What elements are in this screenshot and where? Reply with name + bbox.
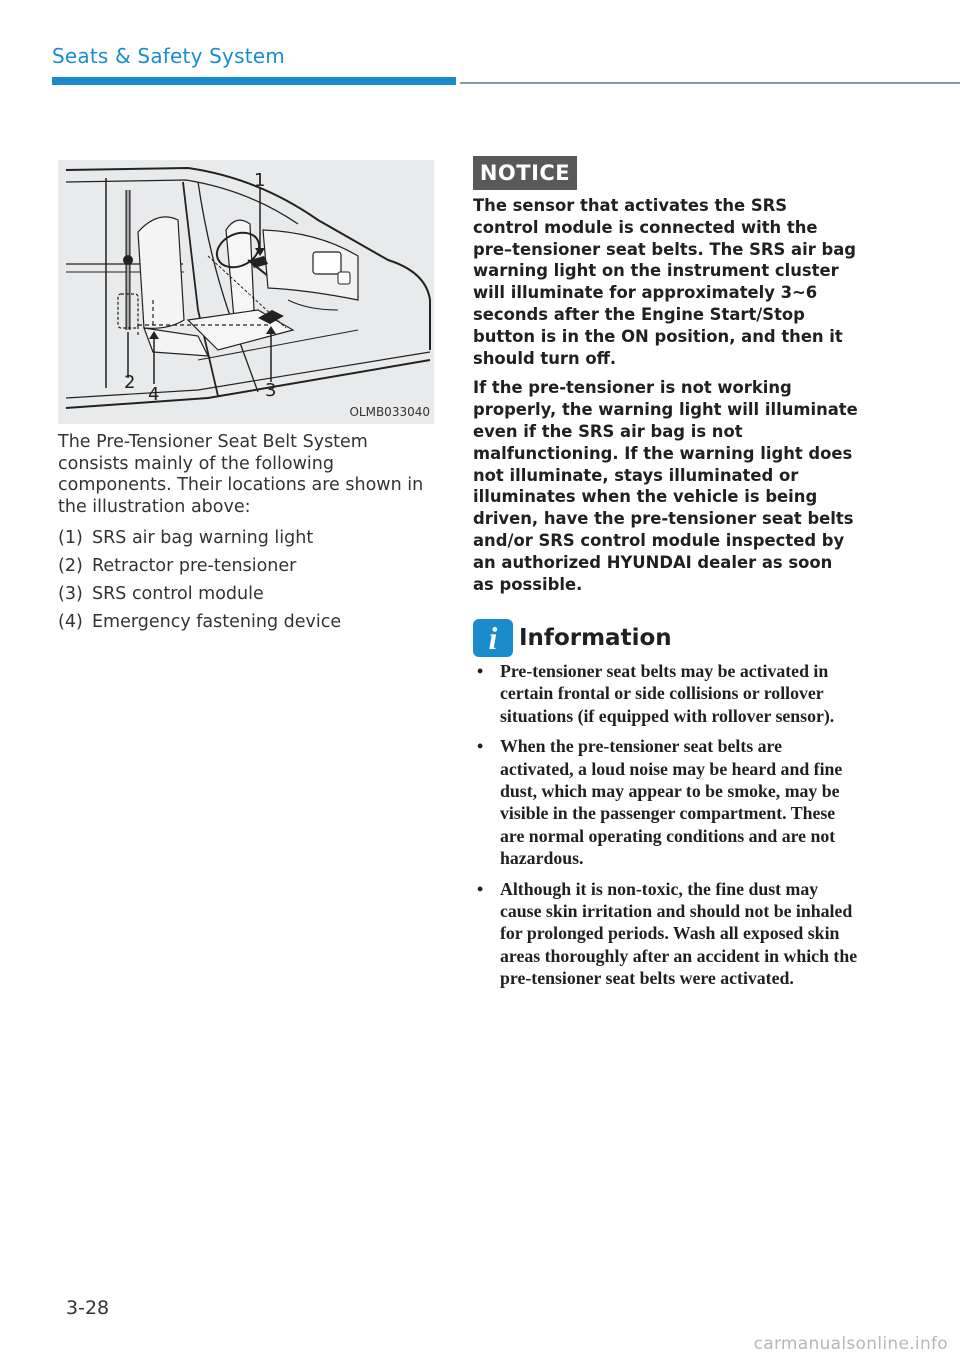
item-number: (1) <box>58 528 83 548</box>
list-item <box>475 878 860 990</box>
item-label: Emergency fastening device <box>92 612 342 632</box>
info-item-text: When the pre-tensioner seat belts are activated, a loud noise may be heard and fine dust, which may appear to be smoke, may be visible in the passenger compartment. These are normal operating conditions and are not hazardous. <box>500 736 843 869</box>
item-label: SRS control module <box>92 584 264 604</box>
item-label: SRS air bag warning light <box>92 528 314 548</box>
item-number: (3) <box>58 584 83 604</box>
notice-paragraph: The sensor that activates the SRS control module is connected with the pre–tensioner seat belts. The SRS air bag warning light on the instrument cluster will illuminate for approximately 3~6 seconds after the Engine Start/Stop button is in the ON position, and then it should turn off. <box>473 196 857 368</box>
information-list <box>475 660 860 998</box>
callout-2: 2 <box>124 372 136 393</box>
item-number: (2) <box>58 556 83 576</box>
left-column <box>58 432 438 640</box>
item-number: (4) <box>58 612 83 632</box>
notice-paragraph: If the pre-tensioner is not working properly, the warning light will illuminate even if the SRS air bag is not malfunctioning. If the warning light does not illuminate, stays illuminated or illuminates when the vehicle is being driven, have the pre-tensioner seat belts and/or SRS control module inspected by an authorized HYUNDAI dealer as soon as possible. <box>473 378 858 594</box>
list-item <box>475 660 860 727</box>
callout-1: 1 <box>254 170 266 191</box>
bullet-icon: • <box>477 736 484 757</box>
component-list <box>58 528 438 633</box>
section-title: Seats & Safety System <box>52 44 285 68</box>
pretensioner-illustration <box>58 160 434 424</box>
info-icon: i <box>473 619 513 657</box>
header-accent-bar <box>52 77 456 85</box>
item-label: Retractor pre-tensioner <box>92 556 297 576</box>
information-heading <box>473 619 672 657</box>
notice-badge: NOTICE <box>473 156 577 190</box>
intro-paragraph: The Pre-Tensioner Seat Belt System consists mainly of the following components. Their locations are shown in the illustration above: <box>58 432 424 517</box>
header-rule <box>460 82 960 84</box>
notice-body <box>473 195 858 603</box>
page-number: 3-28 <box>66 1297 110 1319</box>
watermark: carmanualsonline.info <box>753 1334 948 1354</box>
callout-4: 4 <box>148 384 160 405</box>
figure-code: OLMB033040 <box>349 405 430 419</box>
info-item-text: Pre-tensioner seat belts may be activated in certain frontal or side collisions or rollover situations (if equipped with rollover sensor). <box>500 661 835 726</box>
list-item <box>58 556 438 577</box>
information-title: Information <box>519 625 672 651</box>
bullet-icon: • <box>477 661 484 681</box>
bullet-icon: • <box>477 878 484 899</box>
list-item <box>58 612 438 633</box>
list-item <box>475 735 860 869</box>
list-item <box>58 584 438 605</box>
list-item <box>58 528 438 549</box>
car-interior-drawing <box>58 160 434 424</box>
callout-3: 3 <box>265 380 277 401</box>
info-item-text: Although it is non-toxic, the fine dust may cause skin irritation and should not be inhaled for prolonged periods. Wash all exposed skin areas thoroughly after an accident in which the pre-tensioner seat belts were activated. <box>500 878 858 989</box>
